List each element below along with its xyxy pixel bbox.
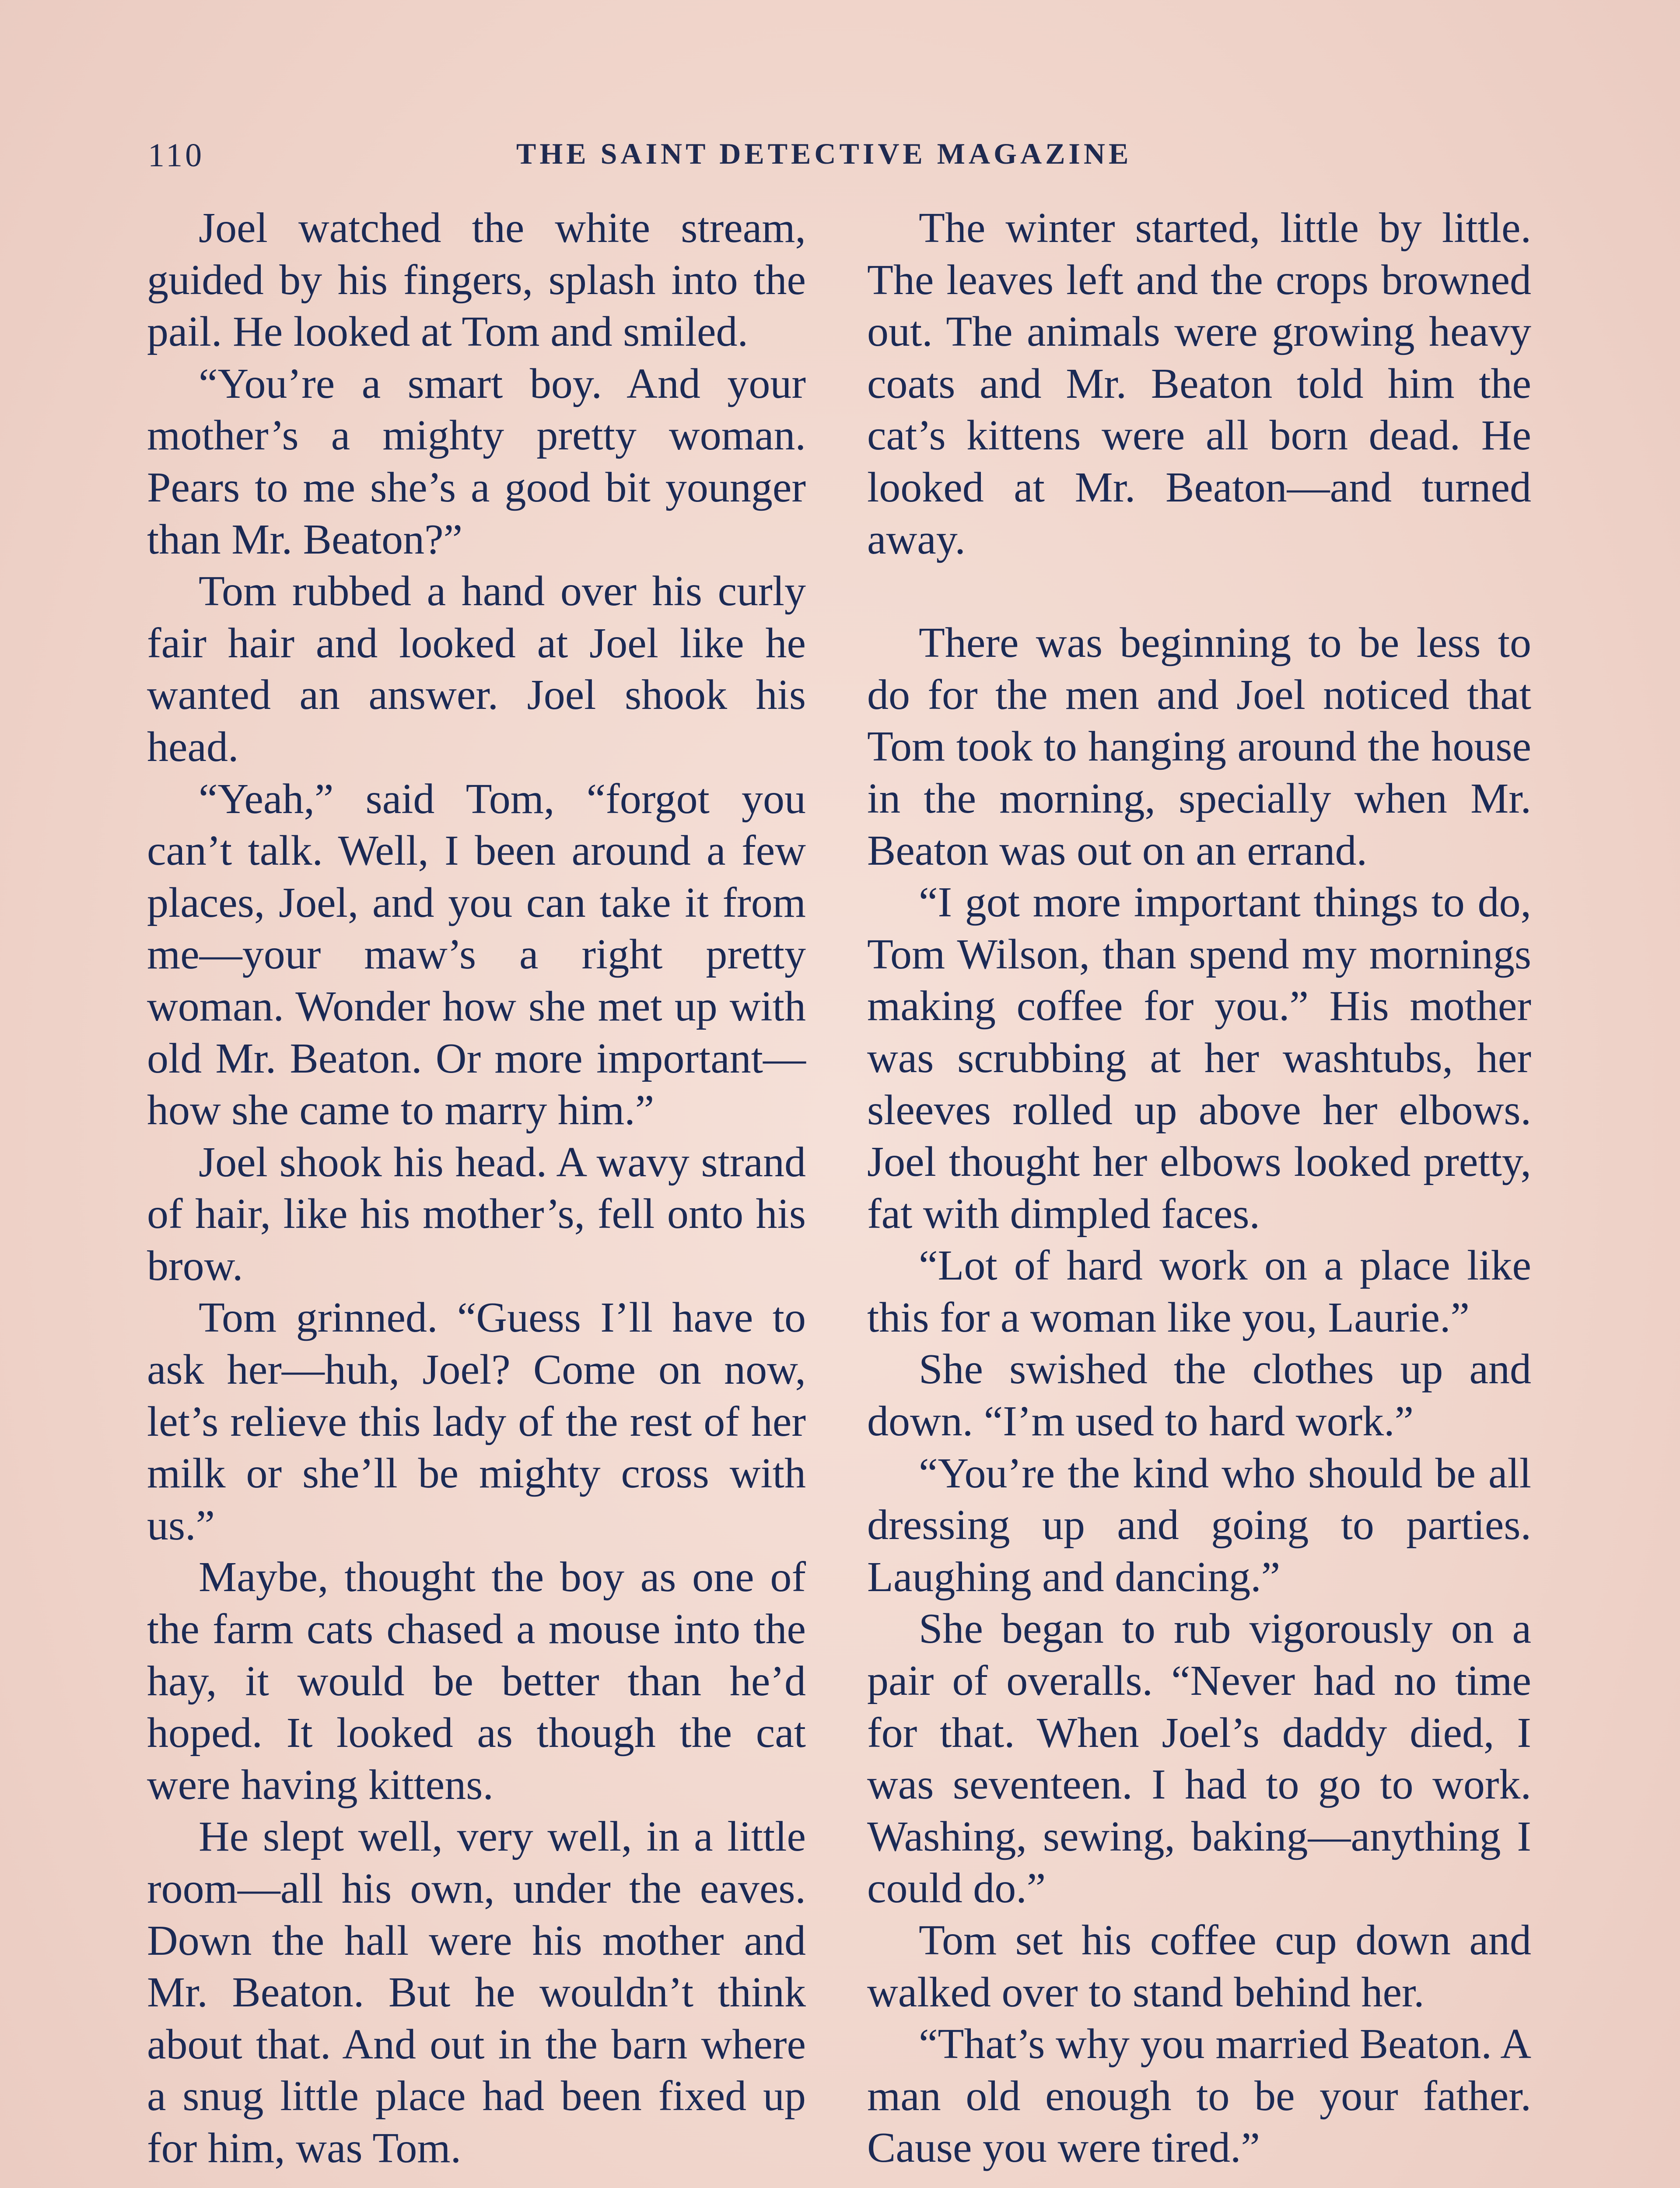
paragraph: He slept well, very well, in a little room—all his own, under the eaves. Down the hall were his mother and Mr. Beaton. But he wouldn’t think about that. And out in the barn where a snug little place had been fixed up for him, was Tom. [147, 1813, 806, 2172]
left-column [147, 202, 806, 2174]
paragraph: “Yeah,” said Tom, “forgot you can’t talk. Well, I been around a few places, Joel, and you can take it from me—your maw’s a right pretty woman. Wonder how she met up with old Mr. Beaton. Or more important—how she came to marry him.” [147, 775, 806, 1134]
paragraph: “That’s why you married Beaton. A man old enough to be your father. Cause you were tired.” [867, 2020, 1531, 2172]
paragraph: She began to rub vigorously on a pair of overalls. “Never had no time for that. When Joel’s daddy died, I was seventeen. I had to go to work. Washing, sewing, baking—anything I could do.” [867, 1605, 1531, 1912]
paragraph: Tom rubbed a hand over his curly fair hair and looked at Joel like he wanted an answer. Joel shook his head. [147, 568, 806, 771]
paragraph: Tom grinned. “Guess I’ll have to ask her—huh, Joel? Come on now, let’s relieve this lady of the rest of her milk or she’ll be mighty cross with us.” [147, 1294, 806, 1549]
paragraph: “Lot of hard work on a place like this for a woman like you, Laurie.” [867, 1242, 1531, 1341]
right-column [867, 202, 1531, 2174]
page-header [0, 137, 1680, 172]
paragraph: Joel watched the white stream, guided by his fingers, splash into the pail. He looked at Tom and smiled. [147, 204, 806, 356]
paragraph: The winter started, little by little. The leaves left and the crops browned out. The animals were growing heavy coats and Mr. Beaton told him the cat’s kittens were all born dead. He looked at Mr. Beaton—and turned away. [867, 204, 1531, 563]
paragraph: Tom set his coffee cup down and walked over to stand behind her. [867, 1917, 1531, 2016]
running-head: THE SAINT DETECTIVE MAGAZINE [516, 137, 1132, 170]
paragraph: “You’re a smart boy. And your mother’s a mighty pretty woman. Pears to me she’s a good bit younger than Mr. Beaton?” [147, 360, 806, 563]
paragraph: There was beginning to be less to do for the men and Joel noticed that Tom took to hanging around the house in the morning, specially when Mr. Beaton was out on an errand. [867, 619, 1531, 874]
page-number: 110 [148, 137, 205, 174]
paragraph: Maybe, thought the boy as one of the farm cats chased a mouse into the hay, it would be better than he’d hoped. It looked as though the cat were having kittens. [147, 1553, 806, 1809]
paragraph: “I got more important things to do, Tom Wilson, than spend my mornings making coffee for you.” His mother was scrubbing at her washtubs, her sleeves rolled up above her elbows. Joel thought her elbows looked pretty, fat with dimpled faces. [867, 879, 1531, 1238]
paragraph: She swished the clothes up and down. “I’m used to hard work.” [867, 1346, 1531, 1445]
paragraph: Joel shook his head. A wavy strand of hair, like his mother’s, fell onto his brow. [147, 1138, 806, 1290]
paragraph: “You’re the kind who should be all dressing up and going to parties. Laughing and dancing.” [867, 1449, 1531, 1601]
section-break [867, 565, 1531, 617]
